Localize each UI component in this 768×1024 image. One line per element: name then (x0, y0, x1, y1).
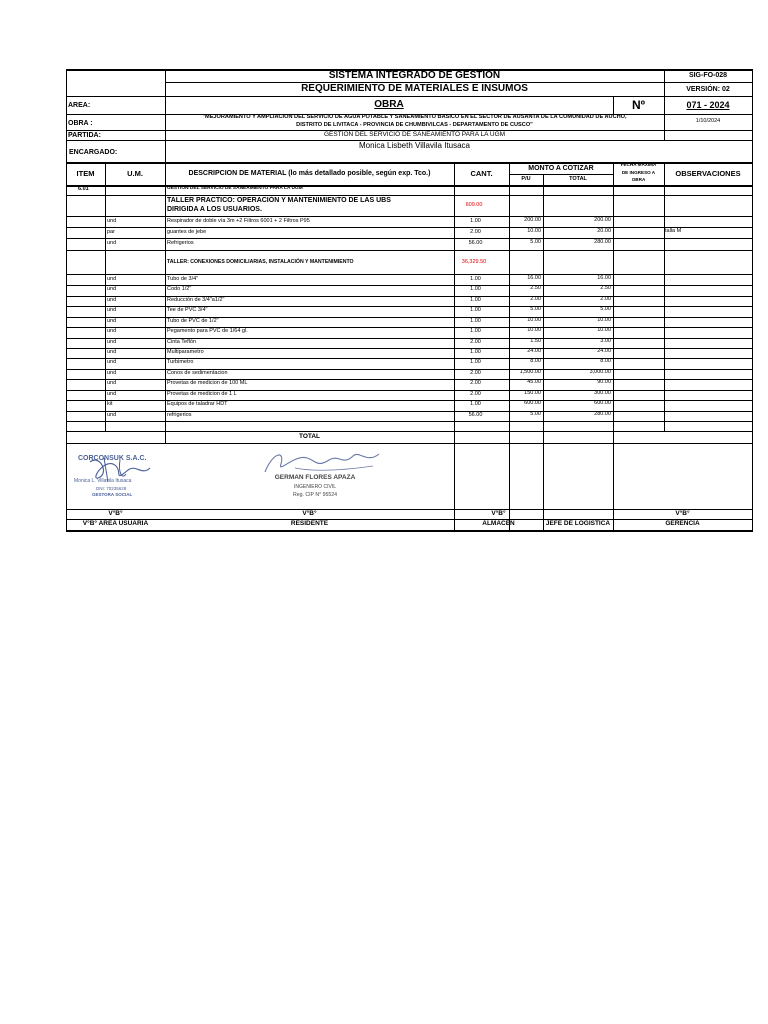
row-description: Turbimetro (167, 359, 194, 365)
row-description: Multiparametro (167, 349, 204, 355)
row-pu: 10.00 (527, 327, 541, 333)
stamp-usuaria-name: Monica L. Villavila Itusaca (74, 478, 132, 484)
row-um: und (107, 276, 117, 282)
stamp-residente-role: INGENIERO CIVIL (294, 484, 336, 490)
total-label: TOTAL (298, 433, 321, 440)
approval-area-usuaria: V°B° AREA USUARIA (82, 520, 149, 527)
row-cant: 56.00 (468, 240, 483, 246)
stamp-usuaria-company: CORCONSUK S.A.C. (78, 455, 147, 462)
stamp-usuaria-role: GESTORA SOCIAL (92, 492, 133, 497)
row-cant: 56.00 (468, 412, 483, 418)
col-monto: MONTO A COTIZAR (528, 165, 594, 172)
encargado-label: ENCARGADO: (69, 149, 118, 156)
col-fecha-3: OBRA (631, 177, 646, 182)
section-title: GESTION DEL SERVICIO DE SANEAMIENTO PARA LA UGM (167, 186, 303, 191)
row-pu: 45.00 (527, 379, 541, 385)
row-pu: 600.00 (524, 400, 541, 406)
taller1-title-1: TALLER PRACTICO: OPERACIÓN Y MANTENIMIENTO DE LAS UBS (167, 197, 391, 204)
row-cant: 1.00 (470, 276, 481, 282)
row-pu: 2.50 (530, 285, 541, 291)
row-pu: 5.00 (530, 411, 541, 417)
col-cant: CANT. (470, 169, 493, 178)
row-divider (66, 421, 753, 422)
col-pu: P/U (521, 176, 531, 182)
row-cant: 1.00 (470, 318, 481, 324)
row-total: 10.00 (597, 327, 611, 333)
obra-line-2: DISTRITO DE LIVITACA - PROVINCIA DE CHUMBIVILCAS - DEPARTAMENTO DE CUSCO" (296, 122, 533, 128)
row-total: 8.00 (600, 358, 611, 364)
row-total: 5.00 (600, 306, 611, 312)
taller1-title-2: DIRIGIDA A LOS USUARIOS. (167, 206, 262, 213)
encargado-value: Monica Lisbeth Villavila Itusaca (358, 141, 471, 150)
row-total: 2.50 (600, 285, 611, 291)
row-cant: 1.00 (470, 328, 481, 334)
row-total: 280.00 (594, 239, 611, 245)
row-pu: 1,500.00 (519, 369, 541, 375)
col-um: U.M. (127, 169, 143, 178)
row-description: Tubo de PVC de 1/2" (167, 318, 219, 324)
row-total: 10.00 (597, 317, 611, 323)
form-title: REQUERIMIENTO DE MATERIALES E INSUMOS (301, 83, 528, 94)
row-total: 24.00 (597, 348, 611, 354)
row-um: und (107, 307, 117, 313)
taller2-subtotal: 36,329.50 (461, 259, 487, 265)
stamp-usuaria (70, 452, 162, 506)
col-fecha-1: FECHA MAXIMA (620, 162, 657, 167)
row-cant: 1.00 (470, 297, 481, 303)
row-description: Tee de PVC 3/4" (167, 307, 208, 313)
row-description: Codo 1/2" (167, 286, 192, 292)
total-cell-fill (544, 432, 613, 443)
row-description: Pegamento para PVC de 1/64 gl. (167, 328, 248, 334)
number-value: 071 - 2024 (686, 100, 730, 110)
row-pu: 24.00 (527, 348, 541, 354)
row-pu: 10.00 (527, 228, 541, 234)
row-um: und (107, 359, 117, 365)
row-cant: 2.00 (470, 339, 481, 345)
row-description: Refrigerios (167, 240, 194, 246)
row-description: Provetas de medicion de 1 L (167, 391, 237, 397)
row-um: und (107, 240, 117, 246)
col-total: TOTAL (569, 176, 587, 182)
row-description: Respirador de doble vía 3m +2 Filtros 6001 + 2 Filtros P95 (167, 218, 310, 224)
row-total: 20.00 (597, 228, 611, 234)
row-pu: 2.00 (530, 296, 541, 302)
approval-almacen: ALMACEN (482, 520, 515, 527)
row-total: 16.00 (597, 275, 611, 281)
vb-usuaria: V°B° (108, 510, 123, 517)
row-pu: 150.00 (524, 390, 541, 396)
row-cant: 1.00 (470, 286, 481, 292)
stamp-residente-reg: Reg. CIP N° 95524 (292, 492, 338, 498)
col-description: DESCRIPCION DE MATERIAL (lo más detallado posible, según exp. Tco.) (188, 170, 431, 177)
row-cant: 1.00 (470, 218, 481, 224)
row-pu: 5.00 (530, 306, 541, 312)
row-um: und (107, 286, 117, 292)
row-cant: 2.00 (470, 380, 481, 386)
row-total: 90.00 (597, 379, 611, 385)
row-um: und (107, 297, 117, 303)
row-description: Cinta Teflón (167, 339, 196, 345)
vb-almacen: V°B° (491, 510, 506, 517)
row-pu: 10.00 (527, 317, 541, 323)
row-pu: 200.00 (524, 217, 541, 223)
row-description: Equipos de taladrar HDT (167, 401, 228, 407)
row-total: 300.00 (594, 390, 611, 396)
row-description: Provetas de medicion de 100 ML (167, 380, 248, 386)
row-cant: 1.00 (470, 359, 481, 365)
obra-line-1: "MEJORAMIENTO Y AMPLIACION DEL SERVICIO DE AGUA POTABLE Y SANEAMIENTO BASICO EN EL SECTOR DE AUSANTA DE LA COMUNIDAD DE AUCHO, (202, 114, 627, 120)
row-description: refrigerios (167, 412, 192, 418)
row-um: und (107, 328, 117, 334)
taller2-title: TALLER: CONEXIONES DOMICILIARIAS, INSTALACIÓN Y MANTENIMIENTO (167, 259, 354, 265)
row-cant: 2.00 (470, 391, 481, 397)
row-description: Reducción de 3/4"a1/2" (167, 297, 225, 303)
row-cant: 1.00 (470, 401, 481, 407)
row-um: und (107, 339, 117, 345)
row-cant: 2.00 (470, 370, 481, 376)
row-um: und (107, 370, 117, 376)
vb-residente: V°B° (302, 510, 317, 517)
row-um: und (107, 391, 117, 397)
system-title: SISTEMA INTEGRADO DE GESTION (328, 70, 501, 81)
vb-gerencia: V°B° (675, 510, 690, 517)
taller1-subtotal: 609.00 (465, 202, 483, 208)
row-total: 2.00 (600, 296, 611, 302)
row-um: kit (107, 401, 113, 407)
row-um: und (107, 380, 117, 386)
row-cant: 1.00 (470, 349, 481, 355)
approval-jefe-logistica: JEFE DE LOGISTICA (545, 520, 611, 527)
approval-gerencia: GERENCIA (665, 520, 700, 527)
stamp-residente-name: GERMAN FLORES APAZA (274, 474, 356, 481)
row-observation: talla M (665, 228, 682, 234)
row-um: und (107, 318, 117, 324)
form-code: SIG-FO-028 (688, 72, 728, 79)
approval-residente: RESIDENTE (290, 520, 329, 527)
obra-label: OBRA : (68, 120, 93, 127)
row-pu: 16.00 (527, 275, 541, 281)
row-pu: 1.50 (530, 338, 541, 344)
row-cant: 2.00 (470, 229, 481, 235)
form-version: VERSIÓN: 02 (686, 86, 730, 93)
row-pu: 8.00 (530, 358, 541, 364)
stamp-usuaria-dni: DNI: 70235628 (96, 486, 127, 491)
stamp-residente (255, 446, 390, 506)
row-description: guantes de jebe (167, 229, 207, 235)
row-total: 3,000.00 (589, 369, 611, 375)
row-um: und (107, 412, 117, 418)
area-label: AREA: (68, 102, 91, 109)
col-item: ITEM (76, 169, 95, 178)
col-fecha-2: DE INGRESO A (621, 170, 656, 175)
row-description: Tubo de 3/4" (167, 276, 199, 282)
row-pu: 5.00 (530, 239, 541, 245)
partida-value: GESTION DEL SERVICIO DE SANEAMIENTO PARA LA UGM (323, 131, 506, 138)
row-description: Conos de sedimentacion (167, 370, 228, 376)
row-total: 3.00 (600, 338, 611, 344)
row-total: 600.00 (594, 400, 611, 406)
row-um: und (107, 349, 117, 355)
request-date: 1/10/2024 (695, 118, 721, 124)
row-cant: 1.00 (470, 307, 481, 313)
col-observaciones: OBSERVACIONES (675, 169, 741, 178)
partida-label: PARTIDA: (68, 132, 101, 139)
row-um: und (107, 218, 117, 224)
row-total: 200.00 (594, 217, 611, 223)
section-item: 6.01 (78, 186, 89, 192)
row-um: par (107, 229, 115, 235)
row-total: 280.00 (594, 411, 611, 417)
number-label: Nº (632, 98, 646, 112)
area-value: OBRA (374, 99, 404, 110)
